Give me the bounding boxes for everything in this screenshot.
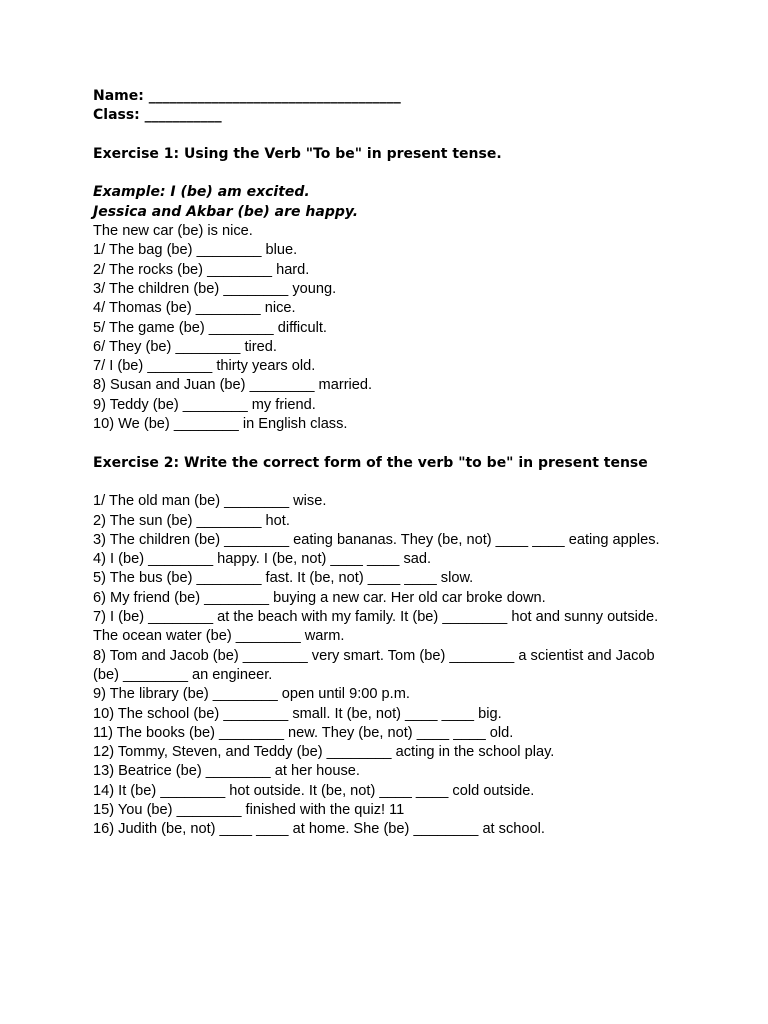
worksheet-page	[93, 87, 673, 840]
exercise-1-item: 2/ The rocks (be) ________ hard.	[93, 261, 310, 278]
exercise-2-item: 4) I (be) ________ happy. I (be, not) ____ ____ sad.	[93, 551, 432, 568]
exercise-2-item: 9) The library (be) ________ open until 9:00 p.m.	[93, 686, 410, 703]
exercise-1-item: 5/ The game (be) ________ difficult.	[93, 319, 327, 336]
exercise-1-item: 6/ They (be) ________ tired.	[93, 338, 277, 355]
exercise-2-list	[93, 492, 673, 839]
spacer	[93, 164, 673, 183]
exercise-2-item: 14) It (be) ________ hot outside. It (be, not) ____ ____ cold outside.	[93, 782, 535, 799]
exercise-1-list	[93, 241, 673, 434]
exercise-2-item: 7) I (be) ________ at the beach with my family. It (be) ________ hot and sunny outside. The ocean water (be) ________ warm.	[93, 609, 659, 645]
spacer	[93, 473, 673, 492]
exercise-1-title: Exercise 1: Using the Verb "To be" in present tense.	[93, 145, 502, 162]
exercise-2-item: 2) The sun (be) ________ hot.	[93, 512, 290, 529]
exercise-2-title: Exercise 2: Write the correct form of the verb "to be" in present tense	[93, 454, 648, 471]
exercise-2-item: 8) Tom and Jacob (be) ________ very smart. Tom (be) ________ a scientist and Jacob (be) ________ an engineer.	[93, 647, 655, 683]
name-field-line: Name: ____________________________________	[93, 88, 401, 104]
exercise-1-intro: The new car (be) is nice.	[93, 223, 253, 240]
exercise-2-item: 1/ The old man (be) ________ wise.	[93, 493, 327, 510]
exercise-2-item: 5) The bus (be) ________ fast. It (be, not) ____ ____ slow.	[93, 570, 474, 587]
spacer	[93, 126, 673, 145]
exercise-2-item: 12) Tommy, Steven, and Teddy (be) ________ acting in the school play.	[93, 744, 555, 761]
exercise-2-item: 10) The school (be) ________ small. It (be, not) ____ ____ big.	[93, 705, 502, 722]
exercise-2-item: 11) The books (be) ________ new. They (be, not) ____ ____ old.	[93, 724, 514, 741]
spacer	[93, 434, 673, 453]
exercise-2-item: 15) You (be) ________ finished with the quiz! 11	[93, 801, 405, 818]
exercise-1-example-1: Example: I (be) am excited.	[93, 184, 310, 201]
exercise-1-item: 3/ The children (be) ________ young.	[93, 280, 337, 297]
exercise-1-item: 9) Teddy (be) ________ my friend.	[93, 396, 316, 413]
exercise-2-item: 16) Judith (be, not) ____ ____ at home. She (be) ________ at school.	[93, 821, 545, 838]
exercise-2-item: 3) The children (be) ________ eating bananas. They (be, not) ____ ____ eating apples.	[93, 531, 660, 548]
exercise-1-example-2: Jessica and Akbar (be) are happy.	[93, 203, 359, 220]
exercise-1-item: 8) Susan and Juan (be) ________ married.	[93, 377, 373, 394]
exercise-1-item: 10) We (be) ________ in English class.	[93, 416, 348, 433]
class-field-line: Class: ___________	[93, 107, 222, 124]
exercise-2-item: 13) Beatrice (be) ________ at her house.	[93, 763, 360, 780]
exercise-1-item: 7/ I (be) ________ thirty years old.	[93, 358, 316, 375]
exercise-1-item: 1/ The bag (be) ________ blue.	[93, 242, 298, 259]
exercise-1-item: 4/ Thomas (be) ________ nice.	[93, 300, 296, 317]
exercise-2-item: 6) My friend (be) ________ buying a new car. Her old car broke down.	[93, 589, 546, 606]
